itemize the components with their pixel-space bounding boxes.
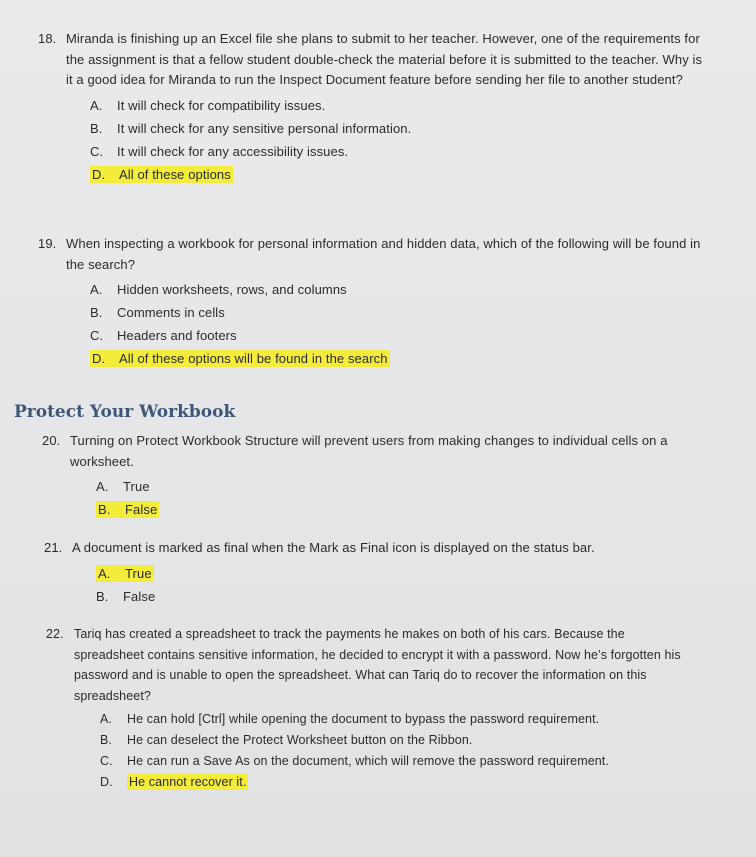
- answer-highlight: A. True: [98, 565, 152, 581]
- option-b: B. He can deselect the Protect Worksheet button on the Ribbon.: [100, 733, 473, 747]
- question-text: When inspecting a workbook for personal information and hidden data, which of the following will be found in the search?: [66, 236, 701, 272]
- option-list: [100, 709, 696, 793]
- option-a: A. True: [96, 479, 150, 494]
- question-18: [38, 29, 710, 186]
- question-22: [46, 624, 696, 793]
- answer-highlight: He cannot recover it.: [129, 775, 247, 789]
- option-list: [90, 278, 710, 370]
- section-title: Protect Your Workbook: [14, 402, 236, 422]
- question-20: [42, 431, 702, 521]
- answer-highlight: D. All of these options will be found in the search: [92, 351, 388, 366]
- question-21: [44, 538, 724, 608]
- option-list: [96, 475, 702, 521]
- question-text: Turning on Protect Workbook Structure will prevent users from making changes to individual cells on a worksheet.: [70, 433, 668, 469]
- option-d-highlighted: [90, 163, 710, 186]
- option-d-highlighted: D. He cannot recover it.: [100, 775, 247, 789]
- question-text: Tariq has created a spreadsheet to track the payments he makes on both of his cars. Because the spreadsheet contains sensitive information, he decided to encrypt it with a password. Now he’s forgotten his password and is unable to open the spreadsheet. What can Tariq do to recover the information on this spreadsheet?: [74, 627, 681, 703]
- option-b: B. It will check for any sensitive personal information.: [90, 120, 412, 136]
- question-number: 22.: [46, 627, 64, 641]
- question-text: Miranda is finishing up an Excel file she plans to submit to her teacher. However, one of the requirements for the assignment is that a fellow student double-check the material before it is submitted to the teacher. Why is it a good idea for Miranda to run the Inspect Document feature before sending her file to another student?: [66, 31, 703, 87]
- option-c: C. He can run a Save As on the document, which will remove the password requirement.: [100, 754, 609, 768]
- option-a-highlighted: [96, 562, 724, 585]
- option-list: [96, 562, 724, 608]
- option-a: A. He can hold [Ctrl] while opening the document to bypass the password requirement.: [100, 712, 600, 726]
- question-text: A document is marked as final when the Mark as Final icon is displayed on the status bar.: [72, 540, 595, 555]
- question-number: 18.: [38, 31, 57, 46]
- option-d-highlighted: [90, 347, 710, 370]
- option-b: B. False: [96, 588, 156, 604]
- option-a: A. It will check for compatibility issues.: [90, 97, 326, 113]
- option-c: C. It will check for any accessibility issues.: [90, 143, 349, 159]
- option-b-highlighted: [96, 498, 702, 521]
- option-c: C. Headers and footers: [90, 328, 237, 343]
- answer-highlight: B. False: [98, 502, 158, 517]
- question-number: 19.: [38, 236, 57, 251]
- question-19: [38, 234, 710, 370]
- question-number: 21.: [44, 540, 63, 555]
- option-list: [90, 94, 710, 186]
- option-b: B. Comments in cells: [90, 305, 225, 320]
- question-number: 20.: [42, 433, 61, 448]
- answer-highlight: D. All of these options: [92, 166, 231, 182]
- option-a: A. Hidden worksheets, rows, and columns: [90, 282, 347, 297]
